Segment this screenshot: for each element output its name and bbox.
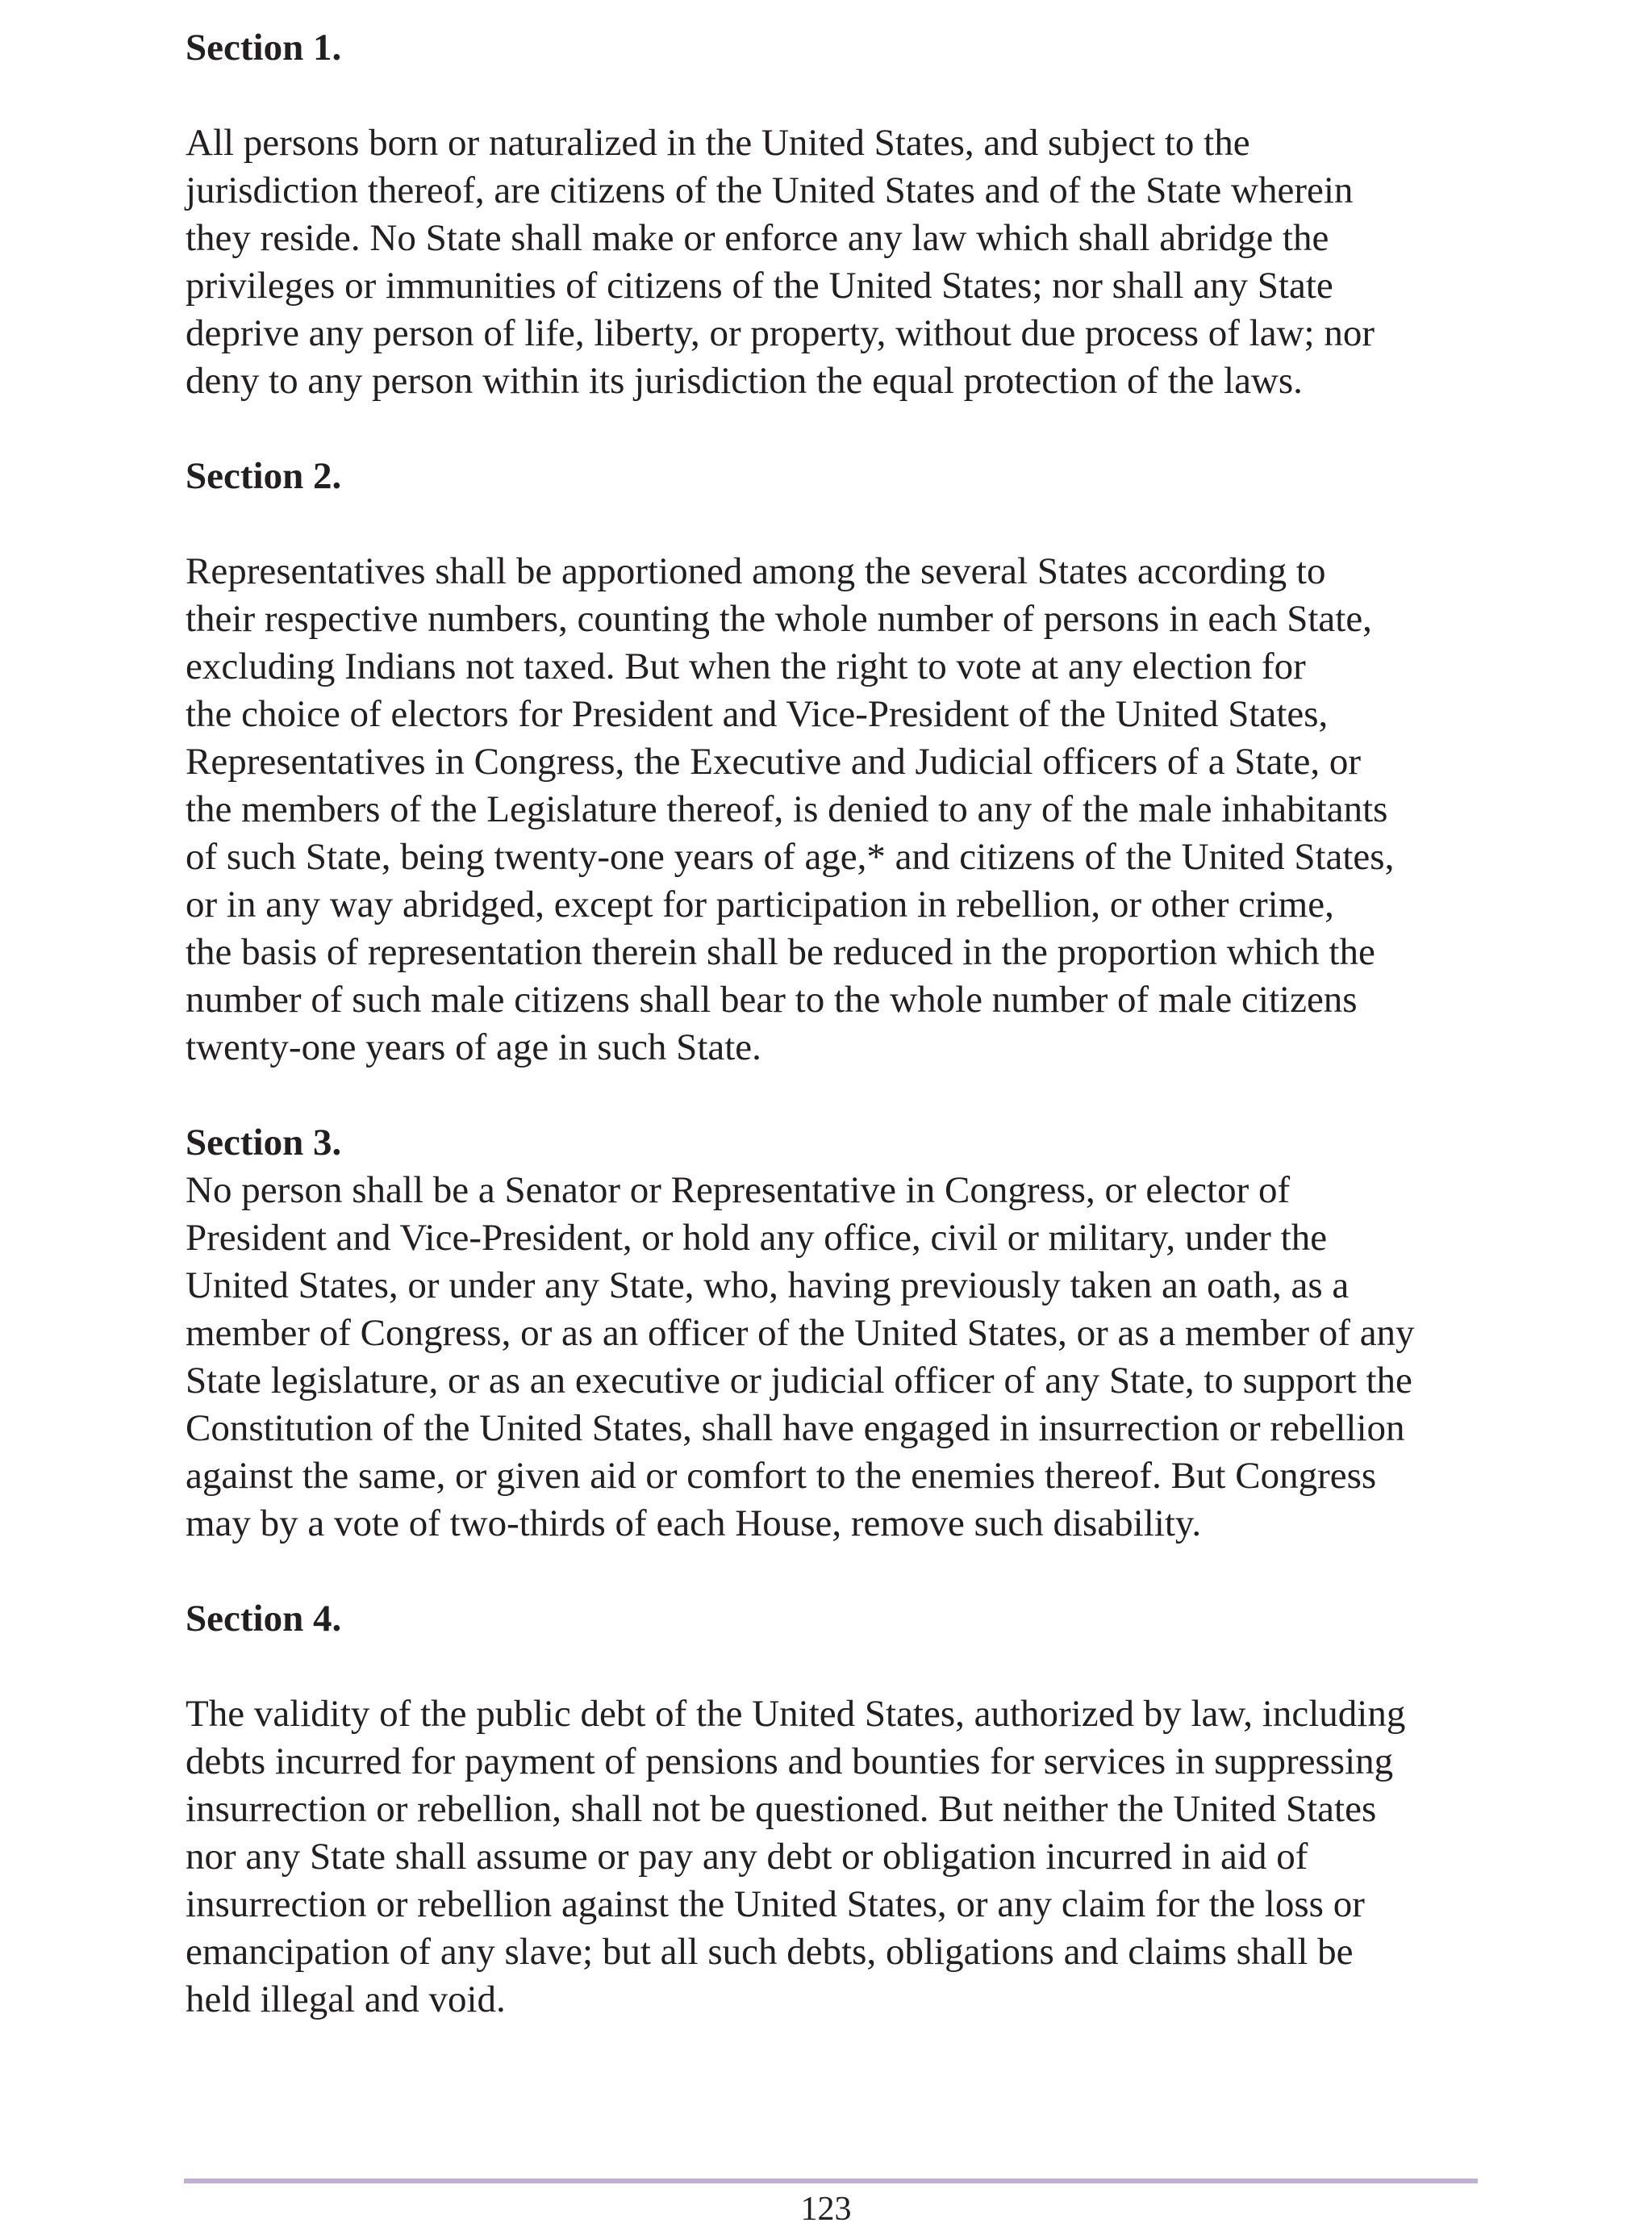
text-line: The validity of the public debt of the United States, authorized by law, including [186, 1693, 1406, 1735]
section-heading: Section 2. [186, 455, 342, 497]
document-page [186, 24, 1476, 2024]
page-number: 123 [800, 2191, 852, 2228]
section-body [186, 548, 1476, 1072]
text-line: insurrection or rebellion against the United States, or any claim for the loss or [186, 1883, 1365, 1925]
text-line: State legislature, or as an executive or judicial officer of any State, to support the [186, 1360, 1412, 1402]
text-line: All persons born or naturalized in the United States, and subject to the [186, 122, 1250, 164]
text-line: privileges or immunities of citizens of the United States; nor shall any State [186, 265, 1333, 307]
text-line: against the same, or given aid or comfort to the enemies thereof. But Congress [186, 1455, 1377, 1497]
spacer [186, 1643, 1476, 1690]
text-line: excluding Indians not taxed. But when the right to vote at any election for [186, 645, 1306, 687]
text-line: member of Congress, or as an officer of the United States, or as a member of any [186, 1312, 1415, 1354]
text-line: twenty-one years of age in such State. [186, 1026, 761, 1068]
section-body [186, 1167, 1476, 1548]
section-2 [186, 453, 1476, 1119]
section-body [186, 1690, 1476, 2024]
text-line: jurisdiction thereof, are citizens of the United States and of the State wherein [186, 169, 1354, 211]
section-4 [186, 1595, 1476, 2024]
text-line: may by a vote of two-thirds of each House, remove such disability. [186, 1502, 1202, 1544]
text-line: No person shall be a Senator or Representative in Congress, or elector of [186, 1169, 1291, 1211]
section-1 [186, 24, 1476, 453]
spacer [186, 1548, 1476, 1595]
section-heading: Section 4. [186, 1598, 342, 1640]
text-line: Representatives shall be apportioned among the several States according to [186, 550, 1326, 592]
text-line: Constitution of the United States, shall have engaged in insurrection or rebellion [186, 1407, 1405, 1449]
footer-rule [184, 2179, 1478, 2183]
section-body [186, 119, 1476, 405]
text-line: number of such male citizens shall bear to the whole number of male citizens [186, 979, 1358, 1021]
text-line: United States, or under any State, who, having previously taken an oath, as a [186, 1264, 1350, 1306]
text-line: their respective numbers, counting the whole number of persons in each State, [186, 598, 1372, 640]
text-line: deprive any person of life, liberty, or property, without due process of law; nor [186, 312, 1375, 354]
text-line: deny to any person within its jurisdiction the equal protection of the laws. [186, 360, 1303, 402]
text-line: emancipation of any slave; but all such debts, obligations and claims shall be [186, 1931, 1354, 1973]
spacer [186, 500, 1476, 548]
text-line: President and Vice-President, or hold any office, civil or military, under the [186, 1217, 1328, 1259]
text-line: the choice of electors for President and Vice-President of the United States, [186, 693, 1329, 735]
text-line: the basis of representation therein shall be reduced in the proportion which the [186, 931, 1375, 973]
section-3 [186, 1119, 1476, 1595]
spacer [186, 72, 1476, 119]
text-line: debts incurred for payment of pensions and bounties for services in suppressing [186, 1740, 1394, 1782]
text-line: held illegal and void. [186, 1978, 506, 2020]
text-line: or in any way abridged, except for participation in rebellion, or other crime, [186, 884, 1334, 925]
section-heading: Section 3. [186, 1122, 342, 1164]
text-line: Representatives in Congress, the Executive and Judicial officers of a State, or [186, 741, 1361, 783]
text-line: insurrection or rebellion, shall not be questioned. But neither the United States [186, 1788, 1377, 1830]
section-heading: Section 1. [186, 27, 342, 69]
text-line: they reside. No State shall make or enforce any law which shall abridge the [186, 217, 1329, 259]
text-line: the members of the Legislature thereof, is denied to any of the male inhabitants [186, 788, 1388, 830]
spacer [186, 1072, 1476, 1119]
text-line: nor any State shall assume or pay any debt or obligation incurred in aid of [186, 1836, 1308, 1878]
text-line: of such State, being twenty-one years of age,* and citizens of the United States, [186, 836, 1395, 878]
spacer [186, 405, 1476, 453]
